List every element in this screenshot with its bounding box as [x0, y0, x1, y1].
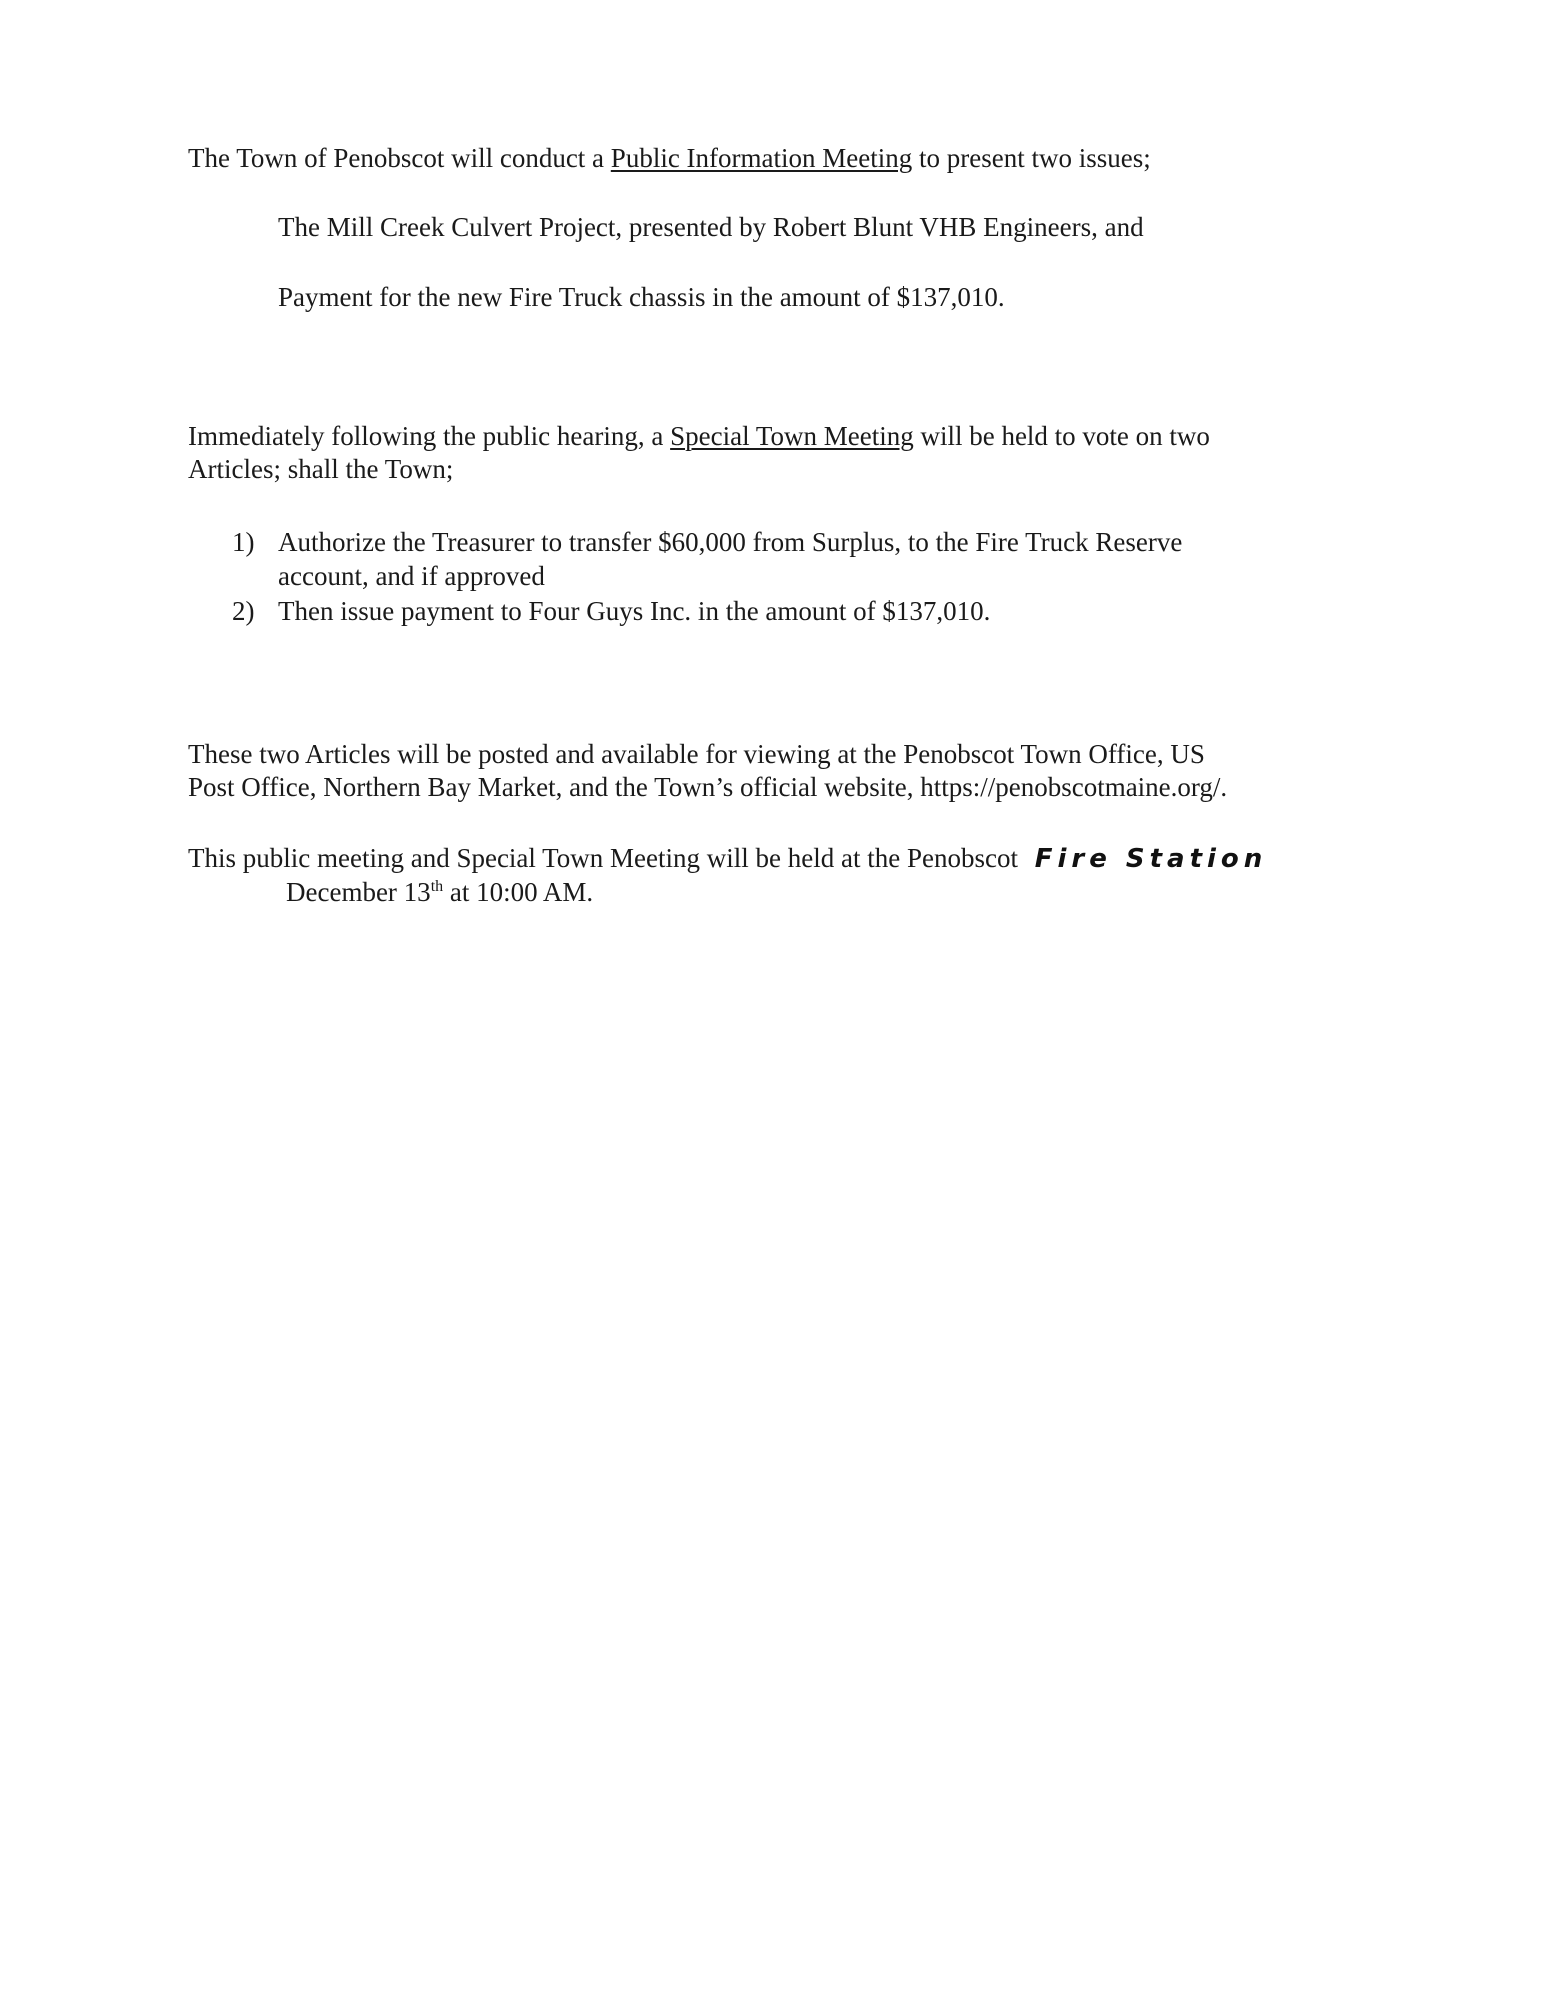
article-number: 1) — [232, 527, 255, 557]
intro-prefix: The Town of Penobscot will conduct a — [188, 143, 611, 173]
list-item-article-1 — [232, 526, 1183, 559]
list-item-article-2 — [232, 595, 991, 628]
location-date — [286, 876, 593, 909]
location-line-1 — [188, 842, 1267, 876]
special-town-meeting-text: Special Town Meeting — [670, 421, 914, 451]
intro-paragraph — [188, 142, 1151, 175]
special-meeting-suffix: will be held to vote on two — [913, 421, 1210, 451]
special-meeting-line2: Articles; shall the Town; — [188, 454, 454, 484]
posting-line-2: Post Office, Northern Bay Market, and the Town’s official website, https://penobscotmaine.org/. — [188, 772, 1228, 802]
handwritten-fire-station: Fire Station — [1034, 844, 1268, 874]
date-ordinal: th — [430, 878, 444, 895]
date-prefix: December 13 — [286, 877, 431, 907]
issue-item-culvert: The Mill Creek Culvert Project, presented by Robert Blunt VHB Engineers, and — [278, 212, 1144, 242]
posting-line-1: These two Articles will be posted and available for viewing at the Penobscot Town Office, US — [188, 739, 1205, 769]
special-meeting-paragraph — [188, 420, 1210, 453]
article-text: Then issue payment to Four Guys Inc. in the amount of $137,010. — [278, 596, 991, 626]
issue-item-fire-truck: Payment for the new Fire Truck chassis in the amount of $137,010. — [278, 282, 1005, 312]
intro-suffix: to present two issues; — [912, 143, 1151, 173]
location-text: This public meeting and Special Town Meeting will be held at the Penobscot — [188, 843, 1018, 873]
public-information-meeting-text: Public Information Meeting — [610, 143, 913, 173]
article-1-continuation: account, and if approved — [278, 561, 545, 591]
date-suffix: at 10:00 AM. — [443, 877, 594, 907]
article-text: Authorize the Treasurer to transfer $60,000 from Surplus, to the Fire Truck Reserve — [278, 527, 1183, 557]
special-meeting-prefix: Immediately following the public hearing, a — [188, 421, 671, 451]
article-number: 2) — [232, 596, 255, 626]
